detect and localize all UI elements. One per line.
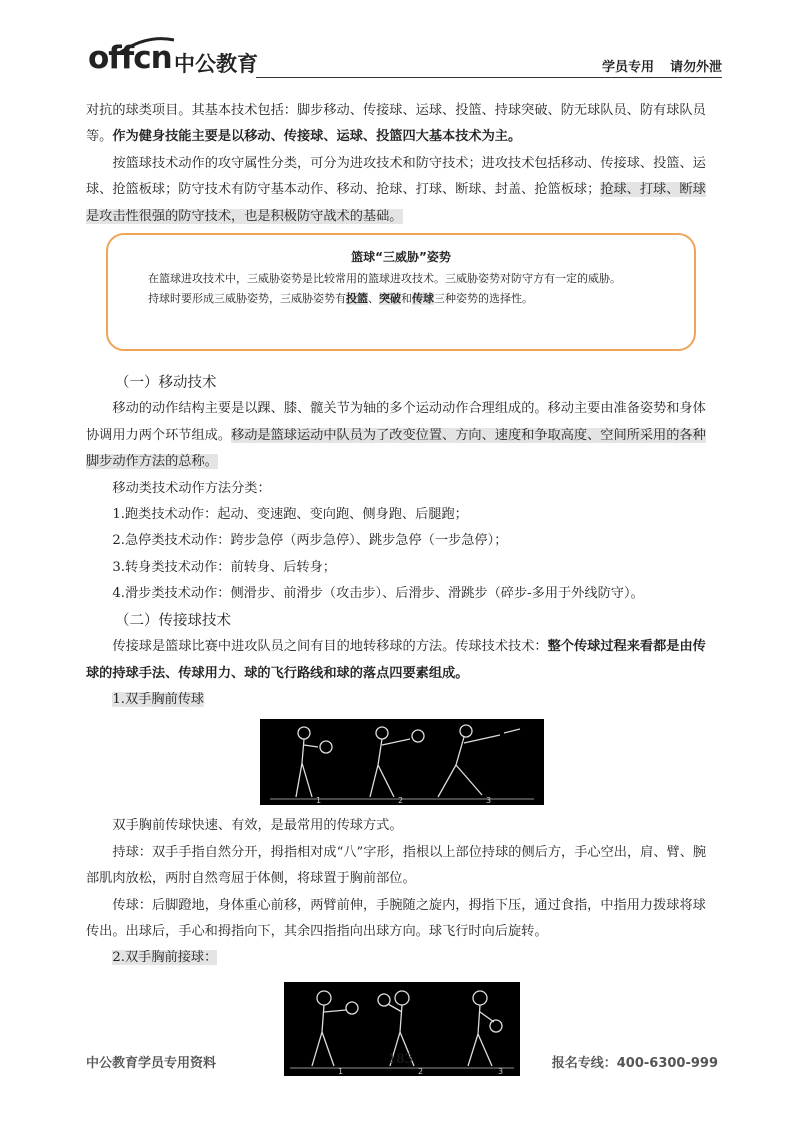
chest-pass-description: 双手胸前传球快速、有效，是最常用的传球方式。	[112, 818, 403, 834]
list-item: 4.滑步类技术动作：侧滑步、前滑步（攻击步）、后滑步、滑跳步（碎步-多用于外线防守）。	[112, 586, 644, 602]
callout-three-threat	[106, 233, 696, 351]
callout-body	[108, 267, 694, 309]
logo: offcn	[88, 40, 172, 76]
figure-step-number: 1	[316, 796, 322, 806]
footer-hotline: 报名专线：400-6300-999	[551, 1056, 718, 1071]
page-header	[86, 36, 722, 80]
paragraph-movement: 移动的动作结构主要是以踝、膝、髋关节为轴的多个运动动作合理组成的。移动主要由准备姿势和身体协调用力两个环节组成。移动是篮球运动中队员为了改变位置、方向、速度和争取高度、空间所采用的各种脚步动作方法的总称。	[86, 401, 706, 470]
footer-material-label: 中公教育学员专用资料	[86, 1056, 217, 1071]
list-item: 1.跑类技术动作：起动、变速跑、变向跑、侧身跑、后腿跑；	[112, 507, 468, 523]
subheading-chest-pass: 1.双手胸前传球	[112, 691, 205, 707]
list-item: 2.急停类技术动作：跨步急停（两步急停）、跳步急停（一步急停）；	[112, 533, 508, 549]
subheading-chest-catch: 2.双手胸前接球：	[112, 950, 218, 966]
paragraph-hold: 持球：双手手指自然分开，拇指相对成“八”字形，指根以上部位持球的侧后方，手心空出，肩、臂、腕部肌肉放松，两肘自然弯屈于体侧，将球置于胸前部位。	[86, 844, 707, 887]
movement-subhead: 移动类技术动作方法分类：	[112, 480, 271, 496]
list-item: 3.转身类技术动作：前转身、后转身；	[112, 559, 336, 575]
page-number: 183	[388, 1052, 413, 1067]
header-tag-students: 学员专用	[601, 60, 654, 75]
header-tag-confidential: 请勿外泄	[669, 60, 722, 75]
page-footer	[86, 1052, 718, 1076]
figure-step-number: 3	[486, 796, 492, 806]
callout-line: 持球时要形成三威胁姿势，三威胁姿势有投篮、突破和传球三种姿势的选择性。	[148, 292, 533, 305]
callout-title: 篮球“三威胁”姿势	[351, 250, 451, 264]
figure-step-number: 3	[498, 1066, 504, 1076]
brand-name: 中公教育	[174, 52, 258, 76]
figure-step-number: 2	[398, 796, 404, 806]
figure-step-number: 2	[418, 1066, 424, 1076]
paragraph-passing: 传接球是篮球比赛中进攻队员之间有目的地转移球的方法。传球技术技术：整个传球过程来看都是由传球的持球手法、传球用力、球的飞行路线和球的落点四要素组成。	[86, 639, 706, 681]
header-tags	[602, 56, 722, 75]
figure-step-number: 1	[338, 1066, 344, 1076]
callout-line: 在篮球进攻技术中，三威胁姿势是比较常用的篮球进攻技术。三威胁姿势对防守方有一定的威胁。	[148, 272, 621, 285]
paragraph-pass: 传球：后脚蹬地，身体重心前移，两臂前伸，手腕随之旋内，拇指下压，通过食指，中指用力拨球将球传出。出球后，手心和拇指向下，其余四指指向出球方向。球飞行时向后旋转。	[86, 897, 706, 939]
section-title-passing: （二）传接球技术	[115, 612, 231, 629]
chest-pass-figure	[260, 719, 544, 805]
header-divider	[256, 77, 722, 78]
paragraph-intro: 对抗的球类项目。其基本技术包括：脚步移动、传接球、运球、投篮、持球突破、防无球队员、防有球队员等。作为健身技能主要是以移动、传接球、运球、投篮四大基本技术为主。	[86, 103, 706, 145]
paragraph-classification: 按篮球技术动作的攻守属性分类，可分为进攻技术和防守技术；进攻技术包括移动、传接球、投篮、运球、抢篮板球；防守技术有防守基本动作、移动、抢球、打球、断球、封盖、抢篮板球；抢球、打球、断球是攻击性很强的防守技术，也是积极防守战术的基础。	[86, 155, 706, 224]
section-title-movement: （一）移动技术	[115, 375, 217, 392]
